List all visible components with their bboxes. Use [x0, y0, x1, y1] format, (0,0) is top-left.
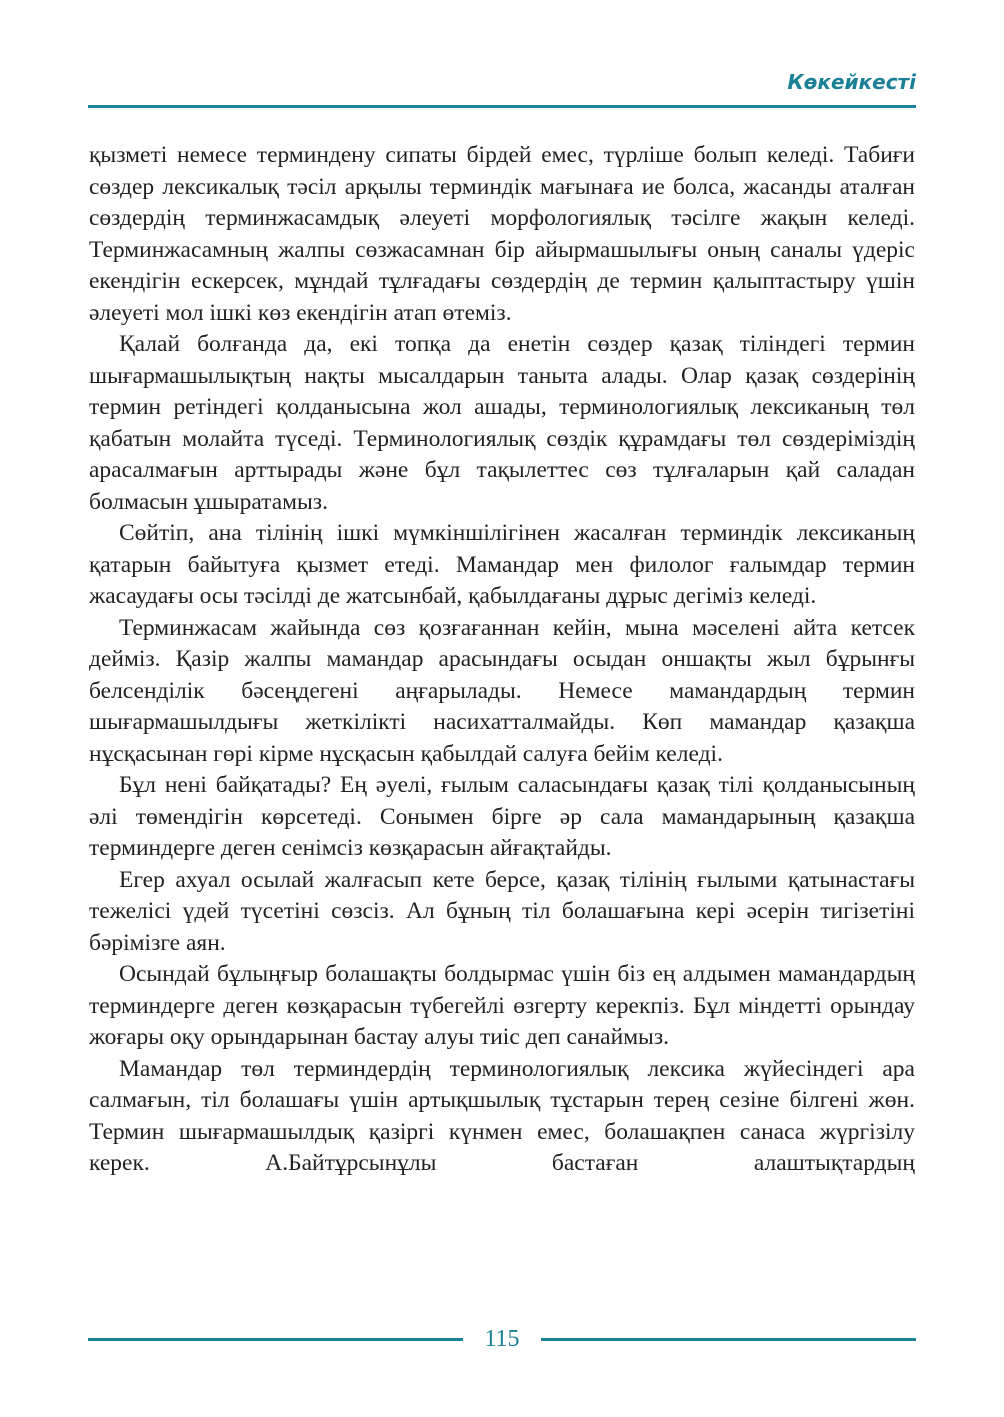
- paragraph: Бұл нені байқатады? Ең әуелі, ғылым саласындағы қазақ тілі қолданысының әлі төмендігін көрсетеді. Сонымен бірге әр сала мамандарының қазақша терминдерге деген сенімсіз көзқарасын айғақтайды.: [89, 772, 915, 861]
- paragraph: Егер ахуал осылай жалғасып кете берсе, қазақ тілінің ғылыми қатынастағы тежелісі үдей түсетіні сөзсіз. Ал бұның тіл болашағына кері әсерін тигізетіні бәрімізге аян.: [89, 866, 915, 956]
- page-number: 115: [484, 1326, 520, 1352]
- paragraph: қызметі немесе терминдену сипаты бірдей емес, түрліше болып келеді. Табиғи сөздер лексикалық тәсіл арқылы терминдік мағынаға ие болса, жасанды аталған сөздердің терминжасамдық әлеуеті морфологиялық тәсілге жақын келеді. Терминжасамның жалпы сөзжасамнан бір айырмашылығы оның саналы үдеріс екендігін ескерсек, мұндай тұлғадағы сөздердің де термин қалыптастыру үшін әлеуеті мол ішкі көз екендігін атап өтеміз.: [89, 142, 915, 326]
- paragraph: Қалай болғанда да, екі топқа да енетін сөздер қазақ тіліндегі термин шығармашылықтың нақты мысалдарын танытa алады. Олар қазақ сөздерінің термин ретіндегі қолданысына жол ашады, терминологиялық лексиканың төл қабатын молайта түседі. Терминологиялық сөздік құрамдағы төл сөздеріміздің арасалмағын арттырады және бұл тақылеттес сөз тұлғаларын қай саладан болмасын ұшыратамыз.: [89, 331, 915, 515]
- paragraph: Терминжасам жайында сөз қозғағаннан кейін, мына мәселені айта кетсек дейміз. Қазір жалпы мамандар арасындағы осыдан оншақты жыл бұрынғы белсенділік бәсеңдегені аңғарылады. Немесе мамандардың термин шығармашылдығы жеткілікті насихатталмайды. Көп мамандар қазақша нұсқасынан гөрі кірме нұсқасын қабылдай салуға бейім келеді.: [89, 614, 915, 767]
- paragraph: Сөйтіп, ана тілінің ішкі мүмкіншілігінен жасалған терминдік лексиканың қатарын байытуға қызмет етеді. Мамандар мен филолог ғалымдар термин жасаудағы осы тәсілді де жатсынбай, қабылдағаны дұрыс дегіміз келеді.: [89, 520, 915, 609]
- running-title: Көкейкесті: [787, 70, 916, 94]
- header-rule: [88, 105, 916, 108]
- paragraph: Осындай бұлыңғыр болашақты болдырмас үшін біз ең алдымен мамандардың терминдерге деген көзқарасын түбегейлі өзгерту керекпіз. Бұл міндетті орындау жоғары оқу орындарынан бастау алуы тиіс деп санаймыз.: [89, 961, 915, 1050]
- footer-rule-right: [541, 1338, 916, 1341]
- footer-rule-left: [88, 1338, 463, 1341]
- body-text: [89, 140, 915, 1180]
- paragraph: Мамандар төл терминдердің терминологиялық лексика жүйесіндегі ара салмағын, тіл болашағы үшін артықшылық тұстарын терең сезіне білгені жөн. Термин шығармашылдық қазіргі күнмен емес, болашақпен санаса жүргізілу керек. А.Байтұрсынұлы бастаған алаштықтардың: [89, 1055, 915, 1176]
